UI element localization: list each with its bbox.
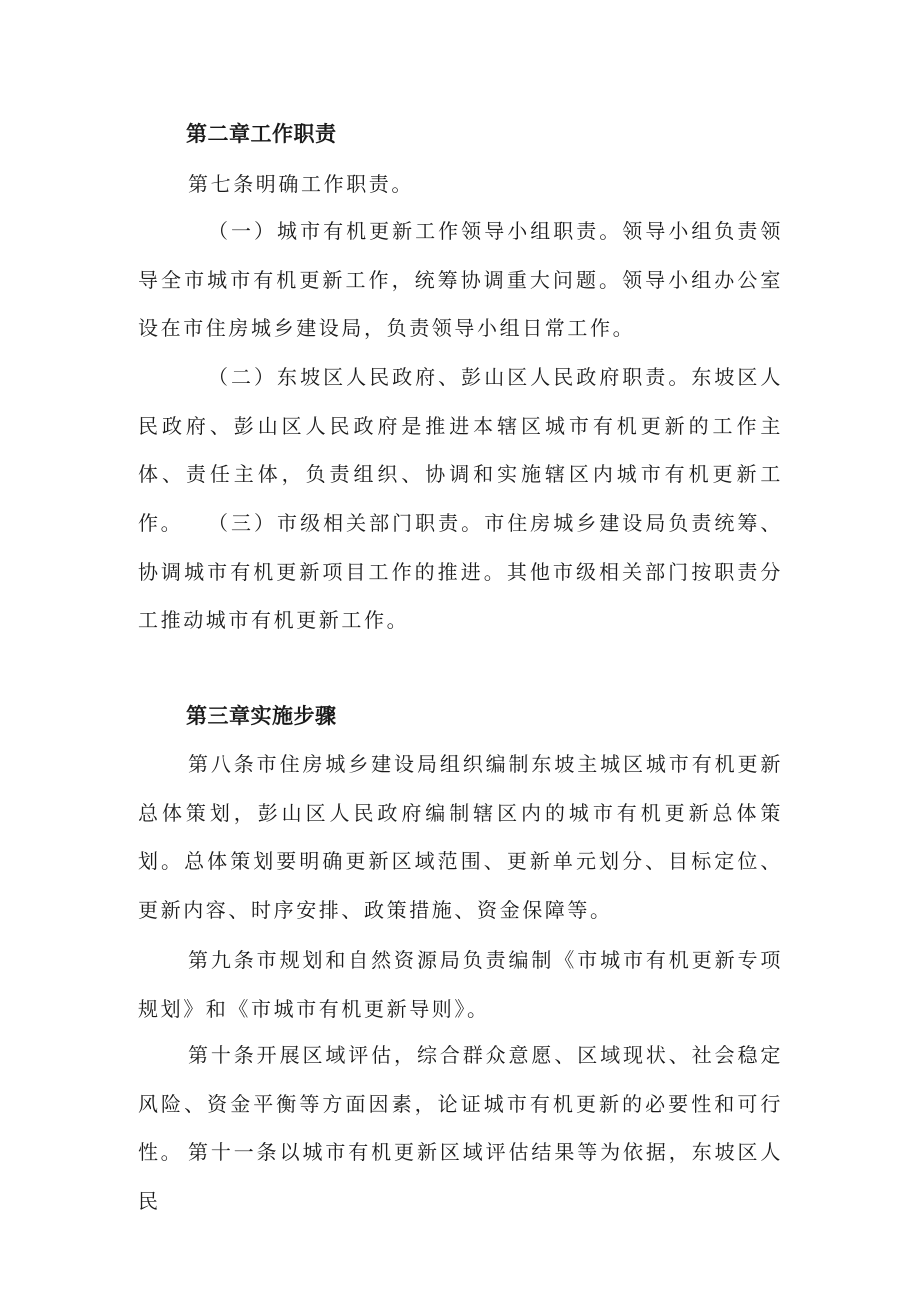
article-11: 第十一条以城市有机更新区域评估结果等为依据，东坡区人民: [138, 1140, 783, 1213]
article-7-item-3: （三）市级相关部门职责。市住房城乡建设局负责统筹、协调城市有机更新项目工作的推进。其他市级相关部门按职责分工推动城市有机更新工作。: [138, 511, 783, 632]
chapter-3-title: 第三章实施步骤: [186, 704, 337, 728]
article-7-item-2: （二）东坡区人民政府、彭山区人民政府职责。东坡区人民政府、彭山区人民政府是推进本辖区城市有机更新的工作主体、责任主体，负责组织、协调和实施辖区内城市有机更新工作。: [138, 365, 783, 535]
article-9: 第九条市规划和自然资源局负责编制《市城市有机更新专项规划》和《市城市有机更新导则》。: [138, 948, 783, 1021]
article-7-item-1: （一）城市有机更新工作领导小组职责。领导小组负责领导全市城市有机更新工作，统筹协调重大问题。领导小组办公室设在市住房城乡建设局，负责领导小组日常工作。: [138, 219, 783, 340]
article-8: 第八条市住房城乡建设局组织编制东坡主城区城市有机更新总体策划，彭山区人民政府编制辖区内的城市有机更新总体策划。总体策划要明确更新区域范围、更新单元划分、目标定位、更新内容、时序安排、政策措施、资金保障等。: [138, 752, 783, 922]
article-7: 第七条明确工作职责。: [188, 172, 414, 196]
article-10: 第十条开展区域评估，综合群众意愿、区域现状、社会稳定风险、资金平衡等方面因素，论证城市有机更新的必要性和可行性。: [138, 1043, 783, 1164]
chapter-2-title: 第二章工作职责: [186, 122, 337, 146]
